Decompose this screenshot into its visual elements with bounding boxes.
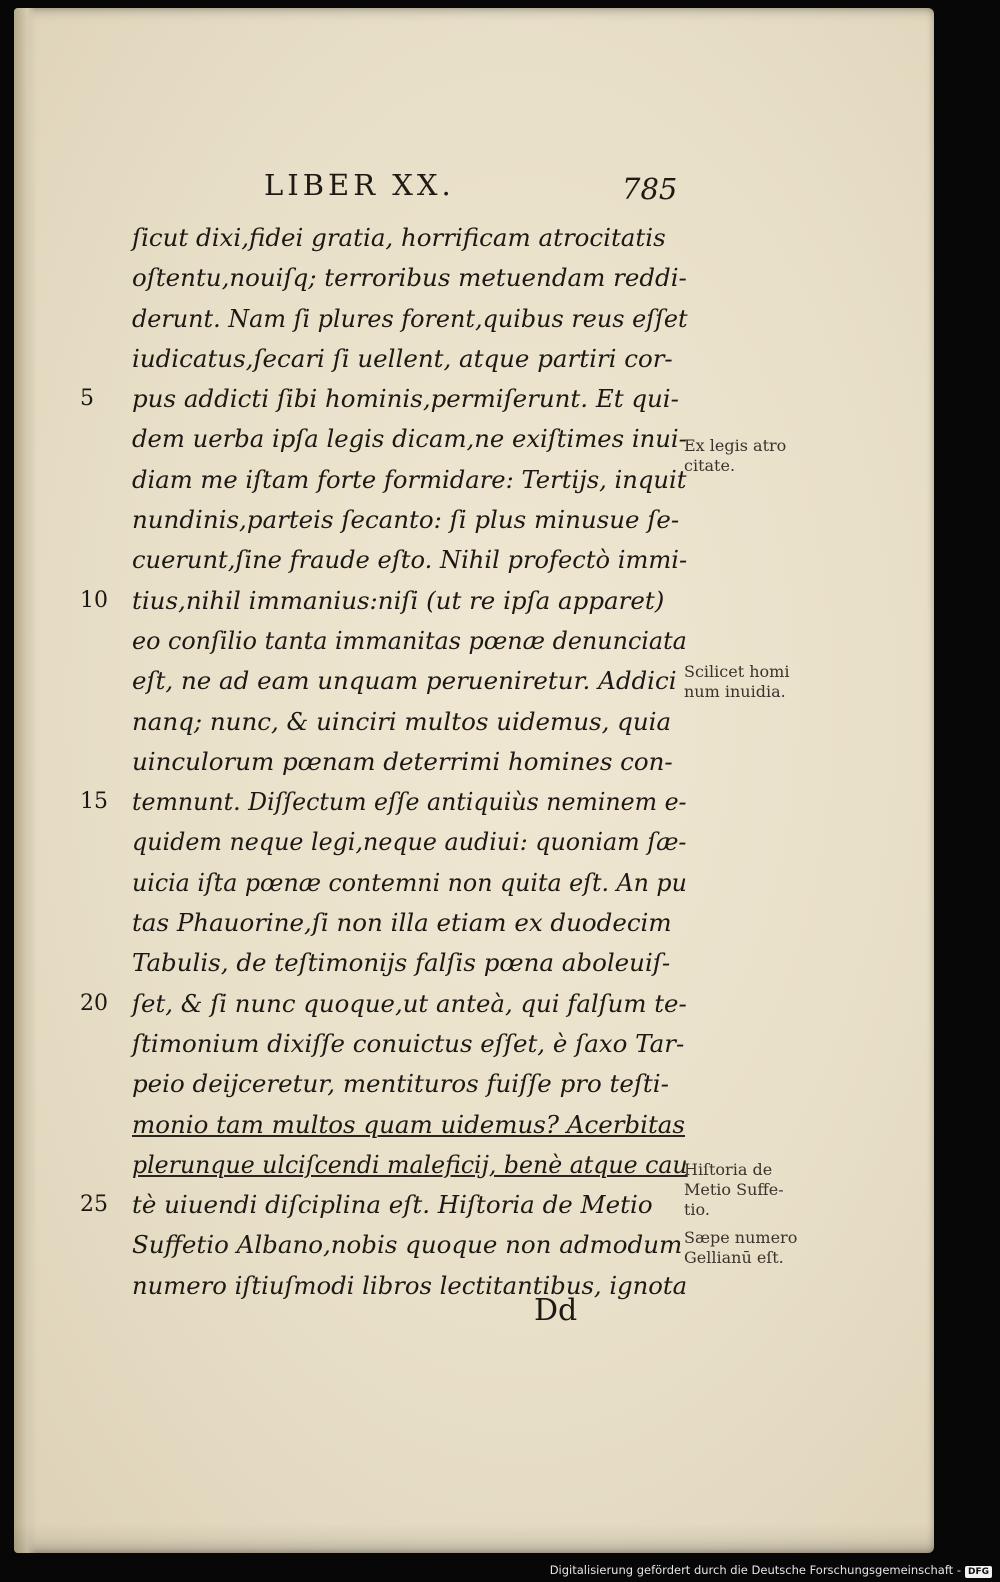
book-page [14,8,934,1553]
body-text [132,218,692,1306]
text-line-underlined: plerunque ulciſcendi maleficij, benè atque cau [132,1149,688,1179]
margin-note-historia: Hiſtoria de Metio Suffe- tio. [684,1160,784,1219]
line-number-20: 20 [80,991,108,1016]
text-line: pus addicti ſibi hominis,permiſerunt. Et qui- [132,384,679,414]
text-line: ſicut dixi,fidei gratia, horrificam atrocitatis [132,223,666,252]
text-line: diam me iſtam forte formidare: Tertijs, inquit [132,464,687,494]
page-gutter [14,8,36,1553]
page-shadow [14,1523,934,1553]
text-line: cuerunt,ſine fraude eſto. Nihil profectò immi- [132,545,688,575]
digitization-footer [550,1563,992,1578]
text-line: tè uiuendi diſciplina eſt. Hiſtoria de Metio [132,1190,653,1220]
text-line: Tabulis, de teſtimonijs falſis pœna aboleuiſ- [132,948,671,978]
text-line: iudicatus,ſecari ſi uellent, atque partiri cor- [132,343,673,373]
line-number-10: 10 [80,588,108,613]
margin-note-inuidia: Scilicet homi num inuidia. [684,662,790,701]
text-line: ſet, & ſi nunc quoque,ut anteà, qui falſum te- [132,988,687,1018]
margin-note-legis: Ex legis atro citate. [684,436,787,475]
text-line: Suffetio Albano,nobis quoque non admodum [132,1230,683,1260]
line-number-25: 25 [80,1192,108,1217]
text-line: numero iſtiuſmodi libros lectitantibus, ignota [132,1270,688,1300]
text-line: nanq; nunc, & uinciri multos uidemus, quia [132,706,672,736]
text-line: tius,nihil immanius:niſi (ut re ipſa apparet) [132,585,665,615]
text-line: temnunt. Diſſectum eſſe antiquiùs neminem e- [132,787,687,817]
text-line: peio deijceretur, mentituros fuiſſe pro teſti- [132,1069,669,1099]
margin-note-gellianum: Sæpe numero Gellianū eſt. [684,1228,798,1267]
signature-mark: Dd [534,1293,578,1328]
running-head: LIBER XX. [264,168,455,202]
dfg-logo: DFG [965,1566,992,1578]
page-number: 785 [622,172,678,206]
line-number-5: 5 [80,386,94,411]
text-line: tas Phauorine,ſi non illa etiam ex duodecim [132,908,672,938]
line-number-15: 15 [80,789,108,814]
text-line: nundinis,parteis ſecanto: ſi plus minusue ſe- [132,505,680,535]
text-line-underlined: monio tam multos quam uidemus? Acerbitas [132,1109,685,1139]
text-line: derunt. Nam ſi plures forent,quibus reus eſſet [132,303,688,333]
text-line: oſtentu,nouiſq; terroribus metuendam reddi- [132,263,687,293]
text-line: ſtimonium dixiſſe conuictus eſſet, è ſaxo Tar- [132,1028,685,1058]
text-line: eo conſilio tanta immanitas pœnæ denunciata [132,625,687,655]
text-line: uicia iſta pœnæ contemni non quita eſt. An pu [132,867,687,897]
text-line: quidem neque legi,neque audiui: quoniam ſæ- [132,827,687,857]
page-header [14,168,934,208]
text-line: eſt, ne ad eam unquam perueniretur. Addici [132,666,677,696]
footer-text: Digitalisierung gefördert durch die Deutsche Forschungsgemeinschaft - [549,1563,961,1577]
text-line: uinculorum pœnam deterrimi homines con- [132,746,673,776]
text-line: dem uerba ipſa legis dicam,ne exiſtimes inui- [132,424,687,454]
